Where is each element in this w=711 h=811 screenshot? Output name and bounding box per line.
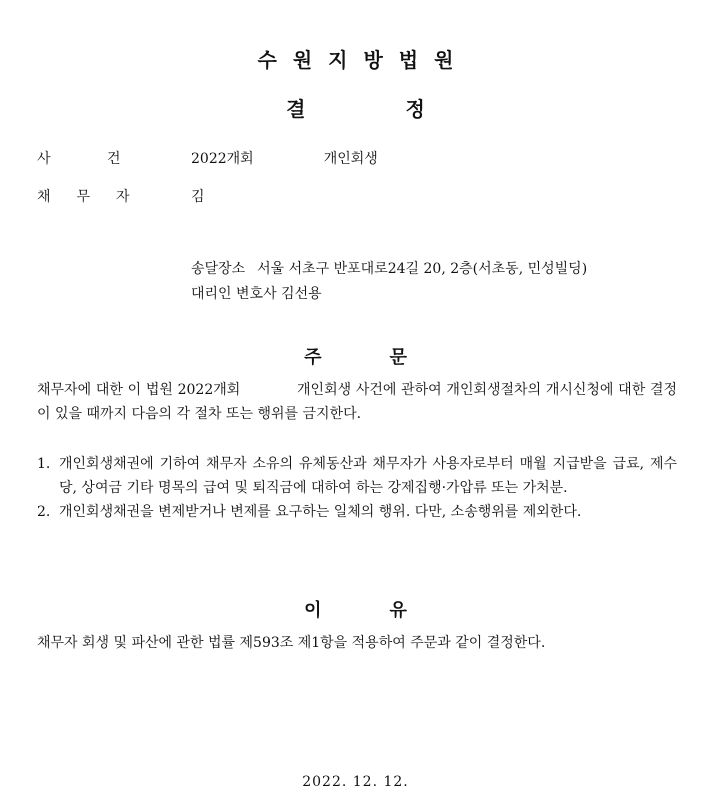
order-title: 주 문 — [304, 347, 407, 368]
doc-type-right: 정 — [405, 97, 425, 121]
case-label: 사 건 — [37, 151, 147, 167]
address-label: 송달장소 — [191, 261, 246, 277]
court-name: 수원지방법원 — [257, 48, 470, 72]
service-address — [191, 258, 587, 278]
order-item-text: 개인회생채권에 기하여 채무자 소유의 유체동산과 채무자가 사용자로부터 매월 지급받을 급료, 제수당, 상여금 기타 명목의 급여 및 퇴직금에 대하여 하는 강제집행·가압류 또는 가처분. — [59, 456, 677, 496]
order-item — [37, 452, 677, 500]
agent: 대리인 변호사 김선용 — [191, 286, 322, 302]
order-list — [37, 452, 677, 524]
order-item-text: 개인회생채권을 변제받거나 변제를 요구하는 일체의 행위. 다만, 소송행위를 제외한다. — [59, 504, 582, 520]
address-value: 서울 서초구 반포대로24길 20, 2층(서초동, 민성빌딩) — [257, 261, 588, 277]
order-item-number: 1. — [37, 456, 51, 472]
debtor-label: 채무자 — [37, 189, 156, 205]
reason-title: 이 유 — [304, 600, 407, 621]
case-number: 2022개회 — [191, 151, 254, 167]
document-type-title — [0, 93, 711, 122]
doc-type-left: 결 — [286, 97, 306, 121]
reason-text: 채무자 회생 및 파산에 관한 법률 제593조 제1항을 적용하여 주문과 같이 결정한다. — [37, 635, 546, 651]
debtor-name: 김 — [191, 189, 205, 205]
order-item — [37, 500, 677, 524]
order-item-number: 2. — [37, 504, 51, 520]
decision-date: 2022. 12. 12. — [302, 774, 409, 790]
case-name: 개인회생 — [323, 151, 378, 167]
order-intro: 채무자에 대한 이 법원 2022개회 개인회생 사건에 관하여 개인회생절차의 개시신청에 대한 결정이 있을 때까지 다음의 각 절차 또는 행위를 금지한다. — [37, 382, 677, 422]
